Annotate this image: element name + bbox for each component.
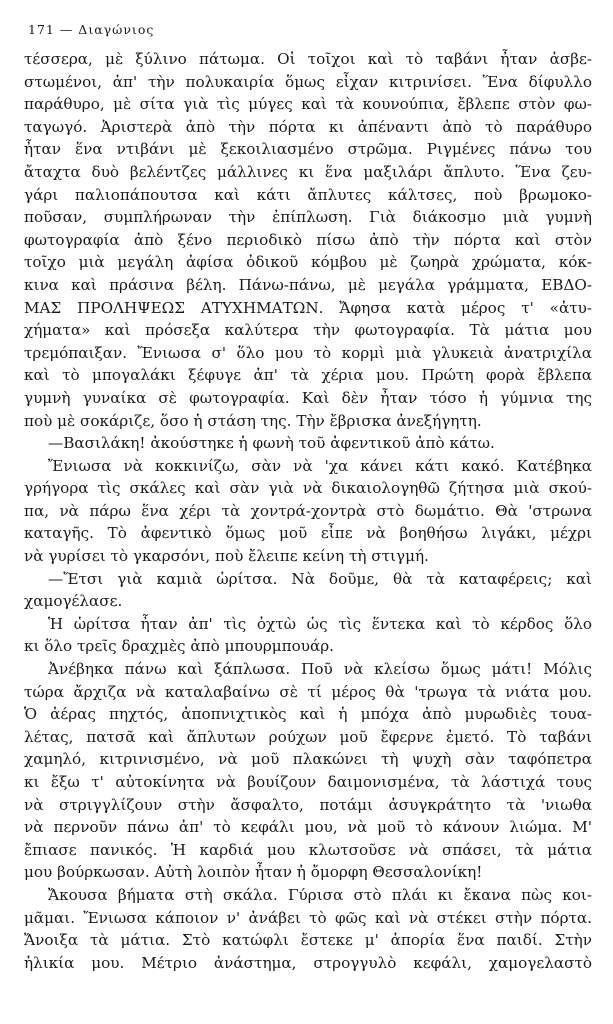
text-line: κινα καὶ πράσινα βέλη. Πάνω-πάνω, μὲ μεγάλα γράμματα, ΕΒΔΟ- (24, 275, 592, 294)
text-line: λέτας, πατσᾶ καὶ ἄπλυτων ρούχων μοῦ ἔφερνε ἐμετό. Τὸ ταβάνι (24, 727, 592, 746)
text-line: φωτογραφία ἀπὸ ξένο περιοδικὸ πίσω ἀπὸ τὴν πόρτα καὶ στὸν (24, 230, 592, 249)
body-text (24, 48, 592, 974)
text-line: Ἔνιωσα νὰ κοκκινίζω, σὰν νὰ 'χα κάνει κάτι κακό. Κατέβηκα (48, 456, 592, 475)
text-line: τοῖχο μιὰ μεγάλη ἀφίσα ὀδικοῦ κόμβου μὲ ζωηρὰ χρώματα, κόκ- (24, 253, 592, 272)
text-line: ἦταν ἕνα ντιβάνι μὲ ξεκοιλιασμένο στρῶμα. Ριγμένες πάνω του (24, 140, 592, 159)
text-line: πα, νὰ πάρω ἕνα χέρι τὰ χοντρά-χοντρὰ στὸ δωμάτιο. Θὰ 'στρωνα (24, 501, 592, 520)
text-line: κι ἔξω τ' αὐτοκίνητα νὰ βουίζουν δαιμονισμένα, τὰ λάστιχά τους (24, 773, 592, 791)
text-line: Ἡ ὡρίτσα ἦταν ἀπ' τὶς ὀχτὼ ὡς τὶς ἕντεκα καὶ τὸ κέρδος ὅλο (48, 614, 592, 633)
text-line: καὶ τὸ μπογαλάκι ξέφυγε ἀπ' τὰ χέρια μου. Πρώτη φορὰ ἔβλεπα (24, 366, 592, 385)
text-line: ποὺ μὲ σοκάριζε, ὅσο ἡ στάση της. Τὴν ἔβρισκα ἀνεξήγητη. (24, 411, 482, 430)
text-line: νὰ στριγγλίζουν στὴν ἄσφαλτο, ποτάμι ἀσυγκράτητο τὰ 'νιωθα (24, 795, 592, 814)
text-line: γυμνὴ γυναίκα σὲ φωτογραφία. Καὶ δὲν ἦταν τόσο ἡ γύμνια της (24, 388, 592, 407)
text-line: παράθυρο, μὲ σίτα γιὰ τὶς μύγες καὶ τὰ κουνούπια, ἔβλεπε στὸν φω- (24, 95, 592, 114)
running-head: 171 — Διαγώνιος (28, 22, 155, 37)
text-line: μᾶμαι. Ἔνιωσα κάποιον ν' ἀνάβει τὸ φῶς καὶ νὰ στέκει στὴν πόρτα. (24, 908, 592, 927)
text-line: τρεμόπαιξαν. Ἔνιωσα σ' ὅλο μου τὸ κορμὶ μιὰ γλυκειὰ ἀνατριχίλα (24, 343, 592, 362)
text-line: χαμηλό, κιτρινισμένο, νὰ μοῦ πλακώνει τὴ ψυχὴ σὰν ταφόπετρα (24, 750, 592, 769)
text-line: μου βούρκωσαν. Αὐτὴ λοιπὸν ἦταν ἡ ὄμορφη Θεσσαλονίκη! (24, 863, 483, 882)
text-line: —Ἔτσι γιὰ καμιὰ ὡρίτσα. Νὰ δοῦμε, θὰ τὰ καταφέρεις; καὶ (48, 569, 592, 588)
text-line: —Βασιλάκη! ἀκούστηκε ἡ φωνὴ τοῦ ἀφεντικοῦ ἀπὸ κάτω. (48, 434, 495, 453)
text-line: ΜΑΣ ΠΡΟΛΗΨΕΩΣ ΑΤΥΧΗΜΑΤΩΝ. Ἄφησα κατὰ μέρος τ' «ἀτυ- (24, 298, 592, 317)
text-line: ἔπιασε πανικός. Ἡ καρδιά μου κλωτσοῦσε νὰ σπάσει, τὰ μάτια (24, 840, 592, 859)
text-line: Ὁ ἀέρας πηχτός, ἀποπνιχτικὸς καὶ ἡ μπόχα ἀπὸ μυρωδιὲς τουα- (24, 705, 592, 724)
text-line: τέσσερα, μὲ ξύλινο πάτωμα. Οἱ τοῖχοι καὶ τὸ ταβάνι ἦταν ἀσβε- (24, 50, 592, 68)
text-line: ἄταχτα δυὸ βελέντζες μάλλινες κι ἕνα μαξιλάρι ἄπλυτο. Ἕνα ζευ- (24, 162, 592, 181)
text-line: χαμογέλασε. (24, 592, 123, 611)
text-line: καταγῆς. Τὸ ἀφεντικὸ ὅμως μοῦ εἶπε νὰ βοηθήσω λιγάκι, μέχρι (24, 524, 592, 543)
text-line: γρήγορα τὶς σκάλες καὶ σὰν γιὰ νὰ δικαιολογηθῶ ζήτησα μιὰ σκού- (24, 479, 592, 498)
text-line: στωμένοι, ἀπ' τὴν πολυκαιρία ὅμως εἶχαν κιτρινίσει. Ἕνα δίφυλλο (24, 72, 592, 91)
text-line: νὰ περνοῦν πάνω ἀπ' τὸ κεφάλι μου, νὰ μοῦ τὸ κάνουν λιώμα. Μ' (24, 818, 592, 837)
text-line: νὰ γυρίσει τὸ γκαρσόνι, ποὺ ἔλειπε κείνη τὴ στιγμή. (24, 547, 429, 566)
text-line: τώρα ἄρχιζα νὰ καταλαβαίνω σὲ τί μέρος θὰ 'τρωγα τὰ νιάτα μου. (24, 682, 592, 701)
text-line: κι ὅλο τρεῖς δραχμὲς ἀπὸ μπουρμπουάρ. (24, 637, 334, 656)
text-line: Ἄνοιξα τὰ μάτια. Στὸ κατώφλι ἔστεκε μ' ἀπορία ἕνα παιδί. Στὴν (24, 931, 592, 950)
text-line: Ἄκουσα βήματα στὴ σκάλα. Γύρισα στὸ πλάι κι ἔκανα πὼς κοι- (48, 885, 592, 904)
text-line: Ἀνέβηκα πάνω καὶ ξάπλωσα. Ποῦ νὰ κλείσω ὅμως μάτι! Μόλις (48, 660, 592, 679)
text-line: ἡλικία μου. Μέτριο ἀνάστημα, στρογγυλὸ κεφάλι, χαμογελαστὸ (24, 953, 592, 972)
text-line: ταγωγό. Ἀριστερὰ ἀπὸ τὴν πόρτα κι ἀπέναντι ἀπὸ τὸ παράθυρο (24, 117, 592, 136)
text-line: ποῦσαν, συμπλήρωναν τὴν ἐπίπλωση. Γιὰ διάκοσμο μιὰ γυμνὴ (24, 208, 592, 227)
text-line: χήματα» καὶ πρόσεξα καλύτερα τὴν φωτογραφία. Τὰ μάτια μου (24, 321, 592, 340)
text-line: γάρι παλιοπάπουτσα καὶ κάτι ἄπλυτες κάλτσες, ποὺ βρωμοκο- (24, 185, 592, 204)
